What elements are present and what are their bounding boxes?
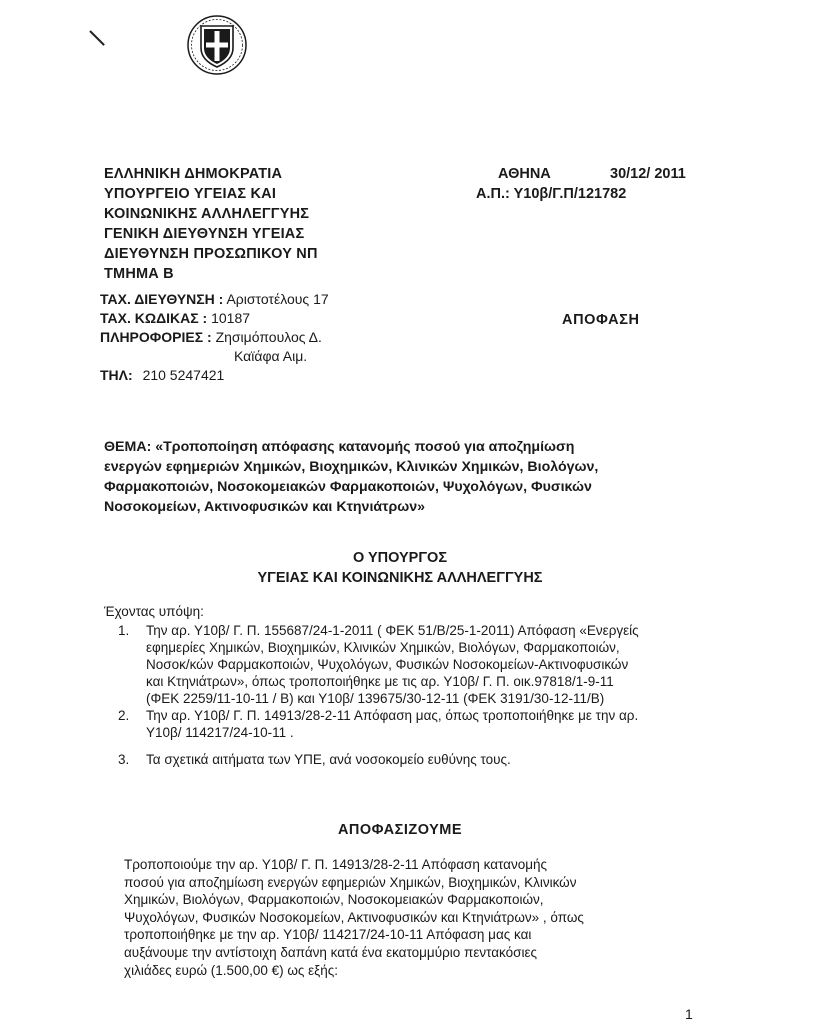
- subject-line: ΘΕΜΑ: «Τροποποίηση απόφασης κατανομής ποσού για αποζημίωση: [104, 439, 575, 455]
- item-line: Την αρ. Υ10β/ Γ. Π. 155687/24-1-2011 ( ΦΕΚ 51/Β/25-1-2011) Απόφαση «Ενεργείς: [146, 623, 639, 638]
- subject-line: Φαρμακοποιών, Νοσοκομειακών Φαρμακοποιών, Ψυχολόγων, Φυσικών: [104, 479, 592, 495]
- info-label: ΠΛΗΡΟΦΟΡΙΕΣ :: [100, 329, 212, 345]
- body-line: Τροποποιούμε την αρ. Υ10β/ Γ. Π. 14913/28-2-11 Απόφαση κατανομής: [124, 857, 548, 872]
- address-value: Αριστοτέλους 17: [226, 291, 329, 307]
- contact-info: [100, 290, 329, 385]
- list-item: [118, 751, 708, 768]
- phone-value: 210 5247421: [142, 367, 225, 383]
- info-row: [100, 328, 329, 347]
- scan-mark: [89, 30, 105, 46]
- ministry-header: [104, 164, 318, 284]
- item-line: Την αρ. Υ10β/ Γ. Π. 14913/28-2-11 Απόφαση μας, όπως τροποποιήθηκε με την αρ.: [146, 708, 639, 723]
- item-number: 2.: [118, 708, 130, 723]
- body-line: Ψυχολόγων, Φυσικών Νοσοκομείων, Ακτινοφυσικών και Κτηνιάτρων» , όπως: [124, 909, 584, 925]
- header-line: ΥΠΟΥΡΓΕΙΟ ΥΓΕΙΑΣ ΚΑΙ: [104, 186, 277, 202]
- considerations-list: [118, 622, 708, 768]
- phone-row: [100, 366, 329, 385]
- info-value-2: Καϊάφα Αιμ.: [234, 348, 308, 364]
- info-value: Ζησιμόπουλος Δ.: [215, 329, 322, 345]
- postal-value: 10187: [211, 310, 251, 326]
- address-row: [100, 290, 329, 309]
- phone-label: ΤΗΛ:: [100, 367, 133, 383]
- body-line: ποσού για αποζημίωση ενεργών εφημεριών Χημικών, Βιοχημικών, Κλινικών: [124, 874, 577, 890]
- body-line: χιλιάδες ευρώ (1.500,00 €) ως εξής:: [124, 962, 338, 978]
- address-label: ΤΑΧ. ΔΙΕΥΘΥΝΣΗ :: [100, 291, 224, 307]
- item-line: και Κτηνιάτρων», όπως τροποποιήθηκε με τις αρ. Υ10β/ Γ. Π. οικ.97818/1-9-11: [146, 674, 614, 689]
- body-line: αυξάνουμε την αντίστοιχη δαπάνη κατά ένα εκατομμύριο πεντακόσιες: [124, 944, 537, 960]
- item-number: 1.: [118, 623, 130, 638]
- header-line: ΔΙΕΥΘΥΝΣΗ ΠΡΟΣΩΠΙΚΟΥ ΝΠ: [104, 246, 318, 262]
- item-number: 3.: [118, 752, 130, 767]
- subject-line: Νοσοκομείων, Ακτινοφυσικών και Κτηνιάτρων»: [104, 499, 425, 515]
- header-line: ΕΛΛΗΝΙΚΗ ΔΗΜΟΚΡΑΤΙΑ: [104, 166, 283, 182]
- subject-block: [104, 437, 696, 517]
- date: 30/12/ 2011: [610, 166, 686, 182]
- subject-line: ενεργών εφημεριών Χημικών, Βιοχημικών, Κλινικών Χημικών, Βιολόγων,: [104, 459, 599, 475]
- minister-line-2: ΥΓΕΙΑΣ ΚΑΙ ΚΟΙΝΩΝΙΚΗΣ ΑΛΛΗΛΕΓΓΥΗΣ: [257, 570, 543, 586]
- header-line: ΓΕΝΙΚΗ ΔΙΕΥΘΥΝΣΗ ΥΓΕΙΑΣ: [104, 226, 305, 242]
- decision-title: ΑΠΟΦΑΣΗ: [562, 312, 640, 328]
- postal-row: [100, 309, 329, 328]
- postal-label: ΤΑΧ. ΚΩΔΙΚΑΣ :: [100, 310, 208, 326]
- decide-heading: ΑΠΟΦΑΣΙΖΟΥΜΕ: [337, 822, 463, 838]
- item-line: (ΦΕΚ 2259/11-10-11 / Β) και Υ10β/ 139675/30-12-11 (ΦΕΚ 3191/30-12-11/Β): [146, 691, 605, 706]
- minister-heading: [104, 548, 696, 588]
- list-item: [118, 707, 708, 741]
- item-line: Υ10β/ 114217/24-10-11 .: [146, 725, 294, 740]
- header-line: ΤΜΗΜΑ Β: [104, 266, 174, 282]
- item-line: Νοσοκ/κών Φαρμακοποιών, Ψυχολόγων, Φυσικών Νοσοκομείων-Ακτινοφυσικών: [146, 657, 629, 672]
- greek-state-emblem-icon: [186, 14, 248, 76]
- considering-label: Έχοντας υπόψη:: [104, 604, 204, 619]
- date-protocol-block: [476, 164, 686, 204]
- header-line: ΚΟΙΝΩΝΙΚΗΣ ΑΛΛΗΛΕΓΓΥΗΣ: [104, 206, 310, 222]
- minister-line-1: Ο ΥΠΟΥΡΓΟΣ: [352, 550, 448, 566]
- protocol-number: Α.Π.: Υ10β/Γ.Π/121782: [476, 186, 627, 202]
- item-line: εφημερίες Χημικών, Βιοχημικών, Κλινικών Χημικών, Βιολόγων, Φαρμακοποιών,: [146, 640, 620, 655]
- page-number: 1: [685, 1006, 693, 1022]
- body-line: τροποποιήθηκε με την αρ. Υ10β/ 114217/24-10-11 Απόφαση μας και: [124, 927, 532, 943]
- decision-body: [124, 856, 698, 979]
- info-row-2: [100, 347, 329, 366]
- body-line: Χημικών, Βιολόγων, Φαρμακοποιών, Νοσοκομειακών Φαρμακοποιών,: [124, 892, 544, 908]
- city: ΑΘΗΝΑ: [498, 166, 551, 182]
- list-item: [118, 622, 708, 707]
- item-line: Τα σχετικά αιτήματα των ΥΠΕ, ανά νοσοκομείο ευθύνης τους.: [146, 752, 511, 767]
